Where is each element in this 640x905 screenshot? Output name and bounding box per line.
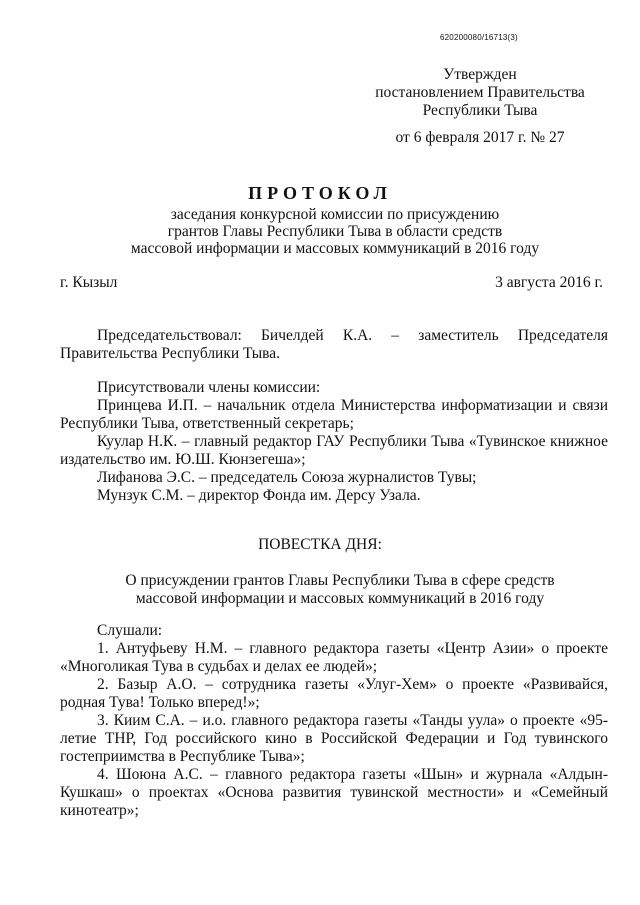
- member-item: Лифанова Э.С. – председатель Союза журналистов Тувы;: [97, 469, 477, 486]
- member-item: Мунзук С.М. – директор Фонда им. Дерсу Узала.: [97, 487, 421, 504]
- approval-line-3: Республики Тыва: [422, 102, 538, 119]
- approval-line-2: постановлением Правительства: [375, 84, 585, 101]
- subtitle-line-1: заседания конкурсной комиссии по присуждению: [170, 206, 500, 223]
- heard-item: 3. Киим С.А. – и.о. главного редактора газеты «Танды уула» о проекте «95-летие ТНР, Год российского кино в Российской Федерации и Год тувинского гостеприимства в Республике Тыва»;: [60, 712, 608, 765]
- approval-date: от 6 февраля 2017 г. № 27: [395, 129, 565, 146]
- subtitle-line-2: грантов Главы Республики Тыва в области средств: [167, 223, 503, 240]
- meeting-date: 3 августа 2016 г.: [495, 274, 603, 291]
- members-block: [60, 379, 608, 505]
- member-item: Принцева И.П. – начальник отдела Министерства информатизации и связи Республики Тыва, ответственный секретарь;: [60, 397, 608, 432]
- document-subtitle: [60, 206, 610, 257]
- subtitle-line-3: массовой информации и массовых коммуникаций в 2016 году: [130, 240, 540, 257]
- heard-item: 2. Базыр А.О. – сотрудника газеты «Улуг-Хем» о проекте «Развивайся, родная Тува! Только вперед!»;: [60, 676, 608, 711]
- document-number: 620200080/16713(3): [440, 33, 518, 42]
- agenda-topic-line-2: массовой информации и массовых коммуникаций в 2016 году: [135, 590, 545, 607]
- approval-block: [360, 66, 600, 147]
- agenda-heading: ПОВЕСТКА ДНЯ:: [258, 536, 382, 553]
- document-title: ПРОТОКОЛ: [248, 183, 392, 203]
- heard-label: Слушали:: [97, 622, 163, 639]
- agenda-topic: [60, 572, 620, 608]
- heard-block: [60, 622, 608, 820]
- meeting-place: г. Кызыл: [60, 274, 118, 291]
- member-item: Куулар Н.К. – главный редактор ГАУ Республики Тыва «Тувинское книжное издательство им. Ю.Ш. Кюнзегеша»;: [60, 433, 608, 468]
- agenda-topic-line-1: О присуждении грантов Главы Республики Тыва в сфере средств: [125, 572, 555, 589]
- approval-line-1: Утвержден: [443, 66, 517, 83]
- chair-paragraph: Председательствовал: Бичелдей К.А. – заместитель Председателя Правительства Республики Тыва.: [60, 327, 608, 362]
- members-heading: Присутствовали члены комиссии:: [97, 379, 321, 396]
- heard-item: 1. Антуфьеву Н.М. – главного редактора газеты «Центр Азии» о проекте «Многоликая Тува в судьбах и делах ее людей»;: [60, 640, 608, 675]
- heard-item: 4. Шоюна А.С. – главного редактора газеты «Шын» и журнала «Алдын-Кушкаш» о проектах «Основа развития тувинской местности» и «Семейный кинотеатр»;: [60, 766, 608, 819]
